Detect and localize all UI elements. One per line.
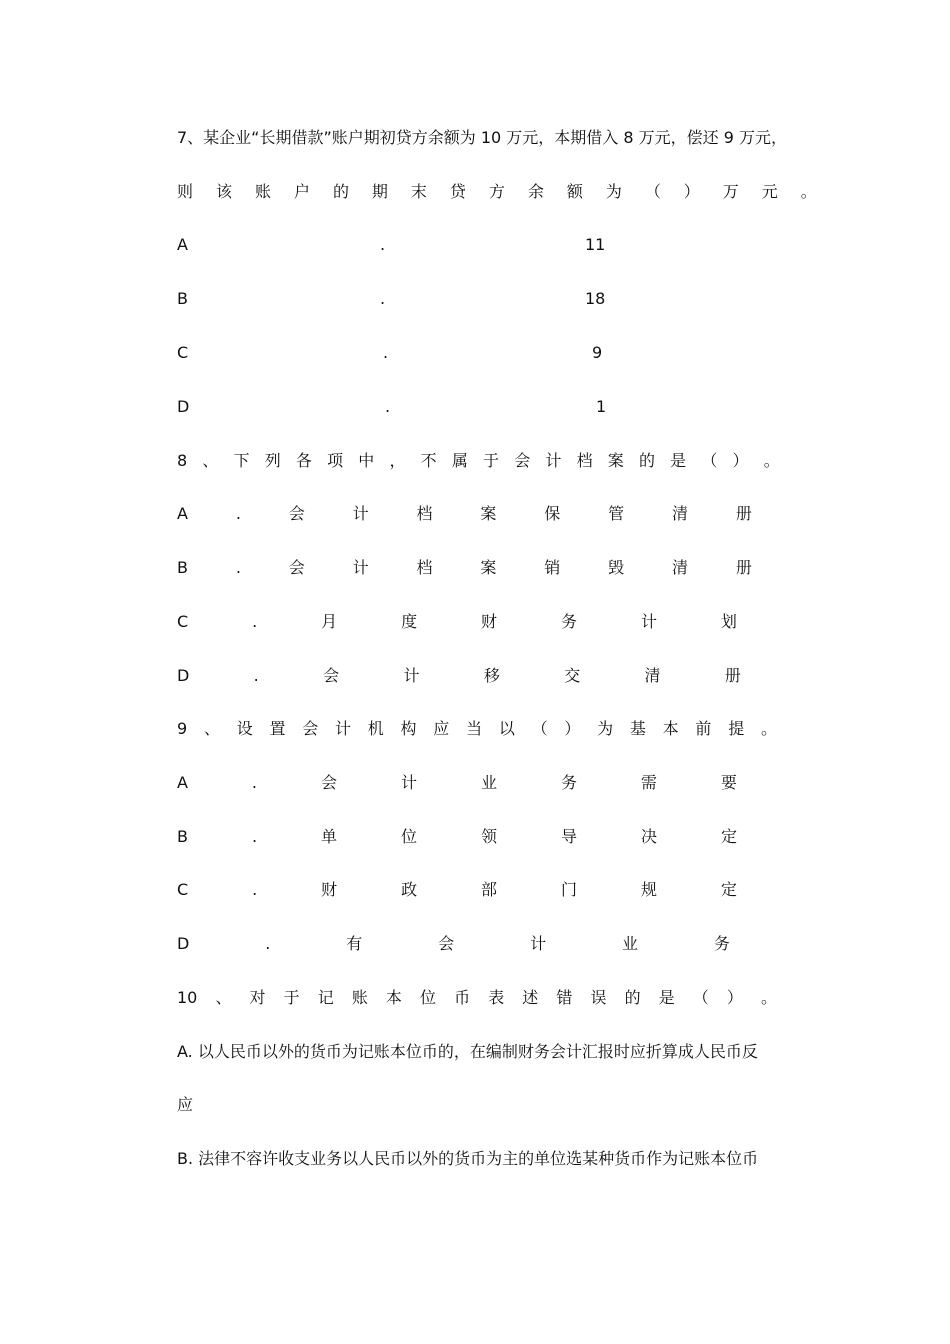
option-char: 门 xyxy=(561,880,578,899)
text-glyph: 机 xyxy=(367,719,384,738)
option-char: 决 xyxy=(640,827,657,846)
question-7-option-c xyxy=(177,341,817,365)
option-char: 清 xyxy=(672,504,689,523)
question-8-option-a xyxy=(177,502,752,526)
text-glyph: 不 xyxy=(420,451,437,470)
text-glyph: 账 xyxy=(351,988,368,1007)
text-glyph: 对 xyxy=(249,988,266,1007)
option-char: 计 xyxy=(400,773,417,792)
text-glyph: 于 xyxy=(483,451,500,470)
option-letter: D xyxy=(177,397,190,416)
text-glyph: 、 xyxy=(203,719,220,738)
option-letter: B xyxy=(177,827,188,846)
text-glyph: 为 xyxy=(605,182,622,201)
option-text: 11 xyxy=(585,235,606,254)
option-char: 业 xyxy=(480,773,497,792)
text-glyph: 、 xyxy=(202,451,219,470)
option-dot: . xyxy=(251,827,258,846)
option-dot: . xyxy=(385,397,391,416)
option-dot: . xyxy=(265,934,271,953)
option-char: 务 xyxy=(561,612,578,631)
option-char: 管 xyxy=(608,504,625,523)
option-char: 领 xyxy=(480,827,497,846)
text-glyph: 表 xyxy=(488,988,505,1007)
text-glyph: 当 xyxy=(466,719,483,738)
option-text: 9 xyxy=(592,343,603,362)
question-9-option-b xyxy=(177,825,737,849)
text-glyph: 下 xyxy=(233,451,250,470)
question-9-option-c xyxy=(177,878,737,902)
text-glyph: （ xyxy=(644,182,661,201)
option-char: 档 xyxy=(416,558,433,577)
text-glyph: 述 xyxy=(522,988,539,1007)
option-char: 财 xyxy=(481,612,498,631)
text-glyph: 中 xyxy=(358,451,375,470)
text-glyph: 。 xyxy=(800,182,817,201)
option-letter: D xyxy=(177,934,190,953)
question-7-option-b xyxy=(177,287,817,311)
text-glyph: 的 xyxy=(332,182,349,201)
text-glyph: 方 xyxy=(488,182,505,201)
text-glyph: 10 xyxy=(177,988,198,1007)
text-glyph: 贷 xyxy=(449,182,466,201)
text-glyph: ） xyxy=(726,988,743,1007)
option-char: 划 xyxy=(720,612,737,631)
option-char: 案 xyxy=(480,558,497,577)
text-glyph: （ xyxy=(531,719,548,738)
option-dot: . xyxy=(383,343,389,362)
text-glyph: 户 xyxy=(293,182,310,201)
option-char: 会 xyxy=(288,504,305,523)
option-char: 案 xyxy=(480,504,497,523)
text-glyph: 置 xyxy=(269,719,286,738)
option-char: 移 xyxy=(483,666,500,685)
option-char: 定 xyxy=(720,827,737,846)
option-text: 18 xyxy=(585,289,606,308)
text-glyph: 设 xyxy=(236,719,253,738)
text-glyph: ） xyxy=(564,719,581,738)
option-char: 有 xyxy=(346,934,363,953)
option-letter: A xyxy=(177,235,188,254)
question-7-stem-line1: 7、某企业“长期借款”账户期初贷方余额为 10 万元，本期借入 8 万元，偿还 9 万元， xyxy=(177,128,787,147)
question-10-option-a-line1: A. 以人民币以外的货币为记账本位币的，在编制财务会计汇报时应折算成人民币反 xyxy=(177,1042,758,1061)
text-glyph: 币 xyxy=(454,988,471,1007)
option-char: 计 xyxy=(352,558,369,577)
option-letter: A xyxy=(177,773,188,792)
text-glyph: 基 xyxy=(629,719,646,738)
option-char: 保 xyxy=(544,504,561,523)
text-glyph: 应 xyxy=(433,719,450,738)
question-10-stem xyxy=(177,986,777,1010)
option-char: 位 xyxy=(401,827,418,846)
option-char: 导 xyxy=(560,827,577,846)
option-char: 册 xyxy=(735,558,752,577)
option-char: 要 xyxy=(720,773,737,792)
text-glyph: 案 xyxy=(607,451,624,470)
question-7-option-a xyxy=(177,233,817,257)
text-glyph: 误 xyxy=(590,988,607,1007)
question-7-stem-line2 xyxy=(177,180,817,204)
option-letter: D xyxy=(177,666,190,685)
option-char: 会 xyxy=(320,773,337,792)
option-char: 计 xyxy=(530,934,547,953)
text-glyph: 项 xyxy=(327,451,344,470)
text-glyph: 记 xyxy=(317,988,334,1007)
question-8-option-b xyxy=(177,556,752,580)
text-glyph: 万 xyxy=(722,182,739,201)
option-dot: . xyxy=(380,289,386,308)
text-glyph: 档 xyxy=(576,451,593,470)
option-char: 会 xyxy=(288,558,305,577)
option-char: 册 xyxy=(735,504,752,523)
option-char: 部 xyxy=(481,880,498,899)
text-glyph: 会 xyxy=(302,719,319,738)
option-letter: C xyxy=(177,343,189,362)
text-glyph: ） xyxy=(732,451,749,470)
option-char: 政 xyxy=(401,880,418,899)
option-char: 清 xyxy=(644,666,661,685)
text-glyph: 该 xyxy=(215,182,232,201)
option-char: 计 xyxy=(403,666,420,685)
question-10-option-a-line2: 应 xyxy=(177,1095,194,1114)
text-glyph: 错 xyxy=(556,988,573,1007)
option-char: 度 xyxy=(401,612,418,631)
text-glyph: 于 xyxy=(283,988,300,1007)
option-char: 需 xyxy=(640,773,657,792)
option-letter: C xyxy=(177,880,189,899)
option-char: 清 xyxy=(672,558,689,577)
text-glyph: 本 xyxy=(385,988,402,1007)
text-glyph: 属 xyxy=(451,451,468,470)
text-glyph: 以 xyxy=(498,719,515,738)
option-dot: . xyxy=(253,666,259,685)
text-glyph: 。 xyxy=(760,719,777,738)
option-dot: . xyxy=(251,773,258,792)
option-char: 业 xyxy=(622,934,639,953)
question-8-stem xyxy=(177,449,780,473)
option-letter: B xyxy=(177,558,188,577)
text-glyph: 账 xyxy=(254,182,271,201)
text-glyph: 的 xyxy=(624,988,641,1007)
text-glyph: 为 xyxy=(597,719,614,738)
question-10-option-b: B. 法律不容许收支业务以人民币以外的货币为主的单位选某种货币作为记账本位币 xyxy=(177,1149,759,1168)
text-glyph: 末 xyxy=(410,182,427,201)
text-glyph: （ xyxy=(692,988,709,1007)
text-glyph: 位 xyxy=(420,988,437,1007)
option-dot: . xyxy=(252,880,258,899)
option-char: 交 xyxy=(564,666,581,685)
text-glyph: 计 xyxy=(335,719,352,738)
option-char: 月 xyxy=(321,612,338,631)
option-char: 定 xyxy=(720,880,737,899)
text-glyph: ， xyxy=(389,451,406,470)
option-char: 务 xyxy=(713,934,730,953)
text-glyph: 元 xyxy=(761,182,778,201)
option-letter: C xyxy=(177,612,189,631)
text-glyph: 计 xyxy=(545,451,562,470)
option-char: 务 xyxy=(560,773,577,792)
text-glyph: ） xyxy=(683,182,700,201)
question-7-option-d xyxy=(177,395,817,419)
option-char: 毁 xyxy=(608,558,625,577)
option-dot: . xyxy=(235,504,241,523)
text-glyph: 提 xyxy=(728,719,745,738)
option-char: 档 xyxy=(416,504,433,523)
question-9-stem xyxy=(177,717,777,741)
option-char: 会 xyxy=(323,666,340,685)
option-char: 册 xyxy=(724,666,741,685)
question-9-option-a xyxy=(177,771,737,795)
text-glyph: 是 xyxy=(670,451,687,470)
text-glyph: 。 xyxy=(763,451,780,470)
option-text: 1 xyxy=(596,397,607,416)
option-char: 计 xyxy=(640,612,657,631)
text-glyph: 。 xyxy=(760,988,777,1007)
option-char: 会 xyxy=(438,934,455,953)
text-glyph: 额 xyxy=(566,182,583,201)
question-8-option-d xyxy=(177,664,741,688)
text-glyph: 列 xyxy=(264,451,281,470)
text-glyph: （ xyxy=(701,451,718,470)
question-9-option-d xyxy=(177,932,730,956)
text-glyph: 8 xyxy=(177,451,188,470)
option-letter: B xyxy=(177,289,188,308)
text-glyph: 是 xyxy=(658,988,675,1007)
option-letter: A xyxy=(177,504,188,523)
text-glyph: 构 xyxy=(400,719,417,738)
text-glyph: 各 xyxy=(295,451,312,470)
option-dot: . xyxy=(252,612,258,631)
text-glyph: 前 xyxy=(695,719,712,738)
option-dot: . xyxy=(235,558,241,577)
option-dot: . xyxy=(380,235,386,254)
option-char: 财 xyxy=(321,880,338,899)
option-char: 单 xyxy=(321,827,338,846)
text-glyph: 余 xyxy=(527,182,544,201)
text-glyph: 的 xyxy=(638,451,655,470)
text-glyph: 则 xyxy=(177,182,194,201)
text-glyph: 本 xyxy=(662,719,679,738)
text-glyph: 9 xyxy=(177,719,188,738)
text-glyph: 期 xyxy=(371,182,388,201)
text-glyph: 会 xyxy=(514,451,531,470)
option-char: 计 xyxy=(352,504,369,523)
option-char: 销 xyxy=(544,558,561,577)
option-char: 规 xyxy=(640,880,657,899)
question-8-option-c xyxy=(177,610,737,634)
text-glyph: 、 xyxy=(215,988,232,1007)
